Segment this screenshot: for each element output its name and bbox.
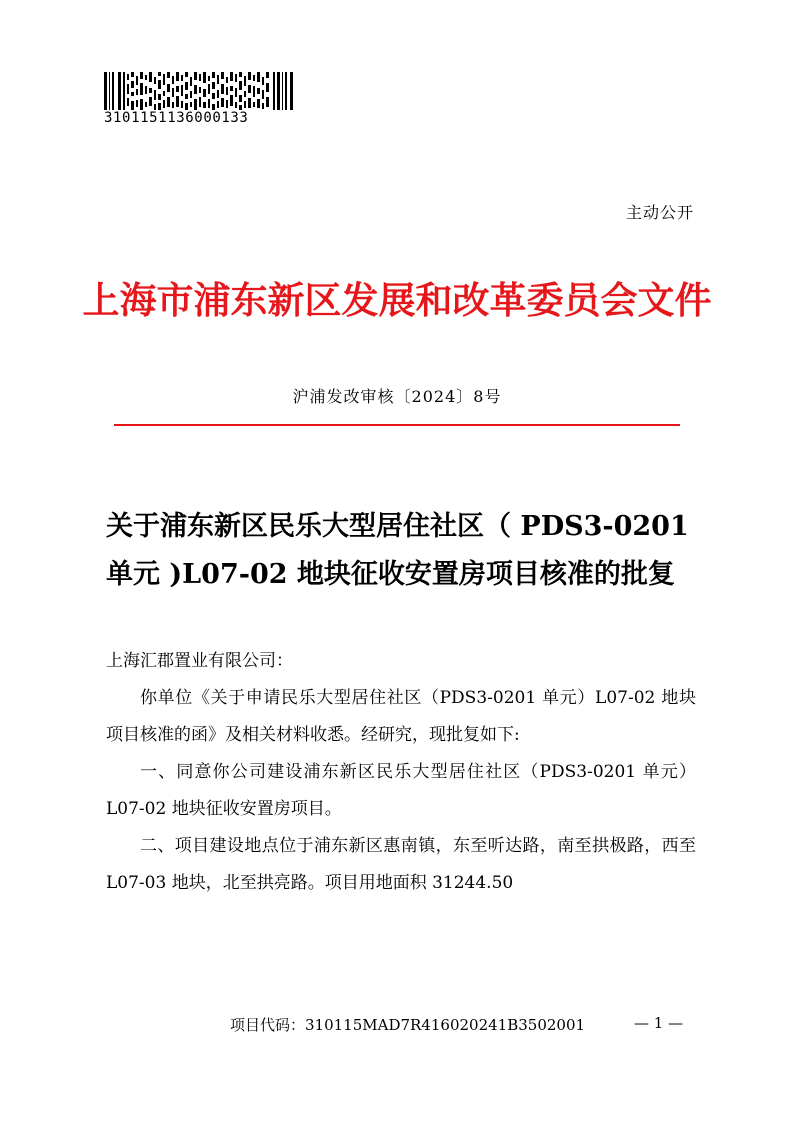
barcode-graphic — [104, 72, 294, 110]
document-title-line-1: 关于浦东新区民乐大型居住社区（ PDS3-0201 — [106, 511, 689, 542]
project-code: 项目代码：310115MAD7R416020241B3502001 — [230, 1016, 586, 1034]
red-divider-line — [114, 424, 680, 426]
document-title-line-2: 单元 )L07-02 地块征收安置房项目核准的批复 — [106, 559, 675, 590]
document-title — [106, 503, 696, 599]
addressee: 上海汇郡置业有限公司： — [106, 651, 293, 671]
body-text — [106, 680, 696, 902]
document-number: 沪浦发改审核〔2024〕8号 — [292, 387, 502, 406]
body-paragraph: 二、项目建设地点位于浦东新区惠南镇，东至听达路，南至拱极路，西至 L07-03 地块，北至拱亮路。项目用地面积 31244.50 — [106, 836, 696, 893]
body-paragraph: 一、同意你公司建设浦东新区民乐大型居住社区（PDS3-0201 单元）L07-02 地块征收安置房项目。 — [106, 762, 696, 819]
disclosure-label: 主动公开 — [625, 203, 694, 222]
barcode-number: 3101151136000133 — [104, 110, 249, 126]
body-paragraph: 你单位《关于申请民乐大型居住社区（PDS3-0201 单元）L07-02 地块项目核准的函》及相关材料收悉。经研究，现批复如下: — [106, 688, 696, 745]
page-number: — 1 — — [634, 1014, 684, 1032]
agency-header: 上海市浦东新区发展和改革委员会文件 — [82, 278, 712, 322]
